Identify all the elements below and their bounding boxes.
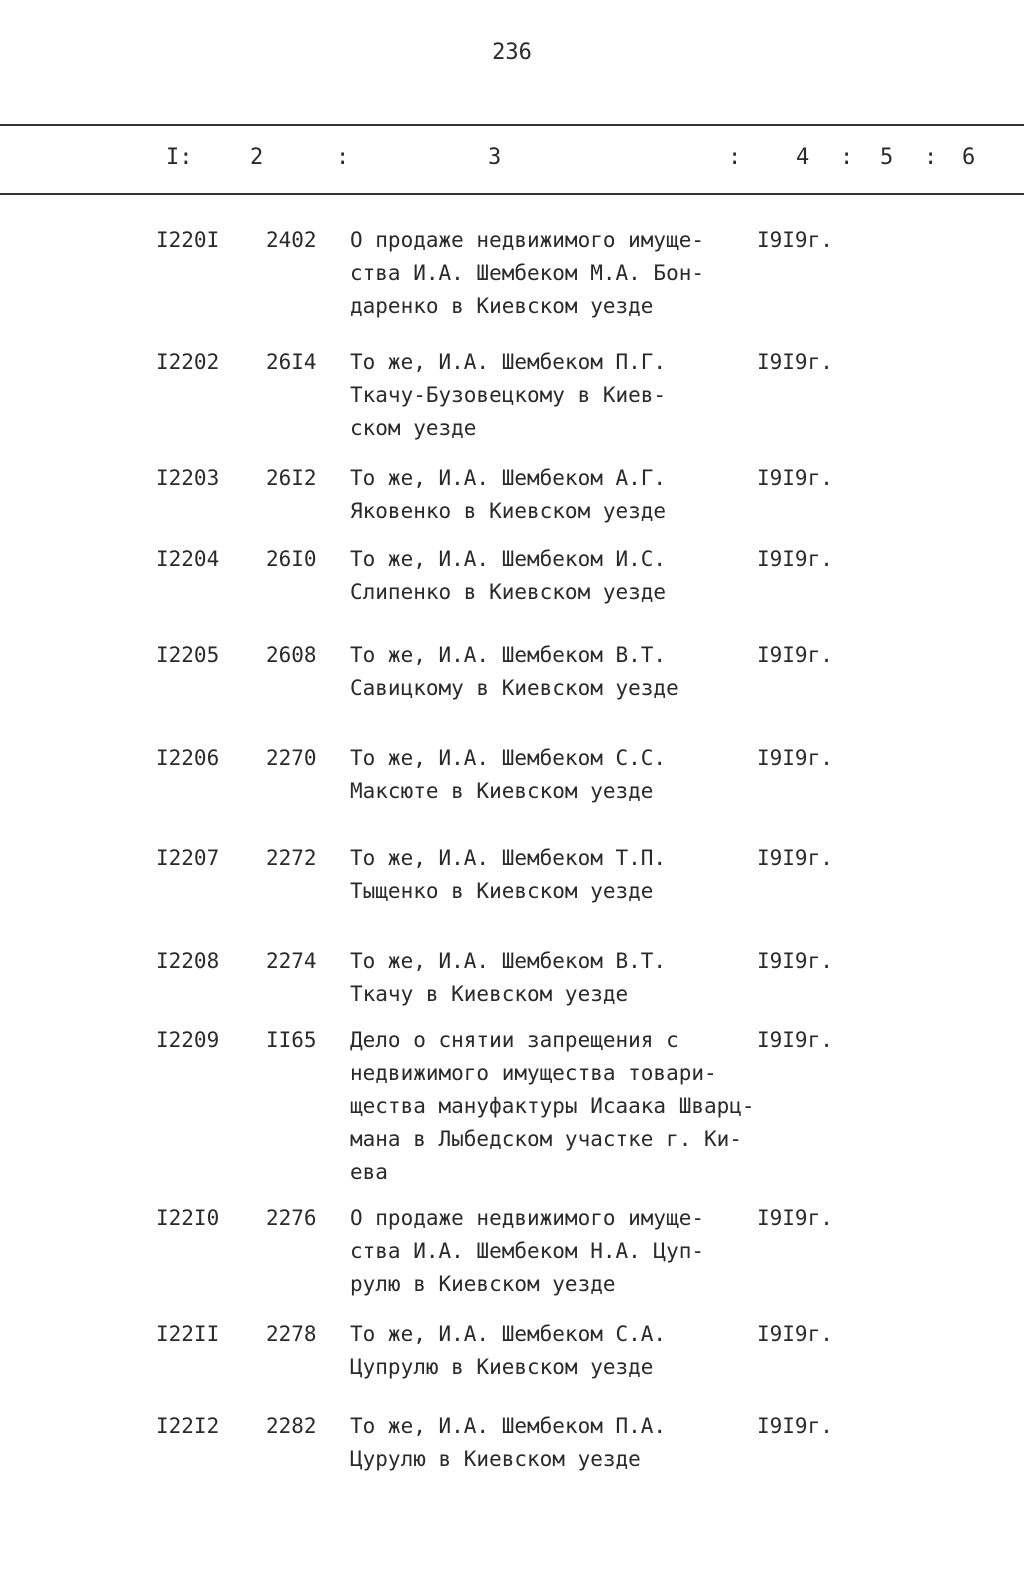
record-year: I9I9г. [757,1322,833,1346]
record-number: I2204 [156,547,220,571]
old-number: 2272 [266,846,317,870]
record-year: I9I9г. [757,746,833,770]
record-year: I9I9г. [757,846,833,870]
old-number: 2276 [266,1206,317,1230]
old-number: 26I2 [266,466,317,490]
old-number: 2282 [266,1414,317,1438]
header-top-rule [0,124,1024,126]
record-year: I9I9г. [757,643,833,667]
header-col-6: 6 [962,145,976,170]
record-title: То же, И.А. Шембеком В.Т. Савицкому в Киевском уезде [350,643,679,700]
record-year: I9I9г. [757,949,833,973]
record-year: I9I9г. [757,350,833,374]
header-col-5: 5 [880,145,894,170]
header-separator: : [924,145,938,170]
header-separator: : [840,145,854,170]
record-number: I2206 [156,746,220,770]
old-number: 26I4 [266,350,317,374]
record-number: I2208 [156,949,220,973]
record-number: I2203 [156,466,220,490]
record-title: То же, И.А. Шембеком П.Г. Ткачу-Бузовецкому в Киев- ском уезде [350,350,667,440]
record-title: То же, И.А. Шембеком В.Т. Ткачу в Киевском уезде [350,949,667,1006]
old-number: II65 [266,1028,317,1052]
record-title: Дело о снятии запрещения с недвижимого имущества товари- щества мануфактуры Исаака Шварц- мана в Лыбедском участке г. Ки- ева [350,1028,755,1184]
record-year: I9I9г. [757,466,833,490]
header-col-2: 2 [250,145,264,170]
record-number: I22II [156,1322,220,1346]
record-title: То же, И.А. Шембеком А.Г. Яковенко в Киевском уезде [350,466,667,523]
record-title: То же, И.А. Шембеком С.С. Максюте в Киевском уезде [350,746,667,803]
old-number: 2278 [266,1322,317,1346]
record-title: О продаже недвижимого имуще- ства И.А. Шембеком Н.А. Цуп- рулю в Киевском уезде [350,1206,705,1296]
record-year: I9I9г. [757,1414,833,1438]
old-number: 2274 [266,949,317,973]
header-col-4: 4 [796,145,810,170]
header-col-1: I: [166,145,193,170]
record-title: То же, И.А. Шембеком С.А. Цупрулю в Киевском уезде [350,1322,667,1379]
page-number: 236 [492,40,532,65]
record-year: I9I9г. [757,1206,833,1230]
record-number: I2202 [156,350,220,374]
record-year: I9I9г. [757,228,833,252]
old-number: 2402 [266,228,317,252]
record-number: I2205 [156,643,220,667]
record-title: То же, И.А. Шембеком Т.П. Тыщенко в Киевском уезде [350,846,667,903]
old-number: 26I0 [266,547,317,571]
record-number: I22I0 [156,1206,220,1230]
record-number: I2207 [156,846,220,870]
record-title: То же, И.А. Шембеком И.С. Слипенко в Киевском уезде [350,547,667,604]
header-separator: : [336,145,350,170]
record-title: То же, И.А. Шембеком П.А. Цурулю в Киевском уезде [350,1414,667,1471]
header-col-3: 3 [488,145,502,170]
record-year: I9I9г. [757,1028,833,1052]
record-number: I2209 [156,1028,220,1052]
record-number: I22I2 [156,1414,220,1438]
old-number: 2270 [266,746,317,770]
header-separator: : [728,145,742,170]
record-year: I9I9г. [757,547,833,571]
header-bottom-rule [0,193,1024,195]
record-number: I220I [156,228,220,252]
record-title: О продаже недвижимого имуще- ства И.А. Шембеком М.А. Бон- даренко в Киевском уезде [350,228,705,318]
old-number: 2608 [266,643,317,667]
